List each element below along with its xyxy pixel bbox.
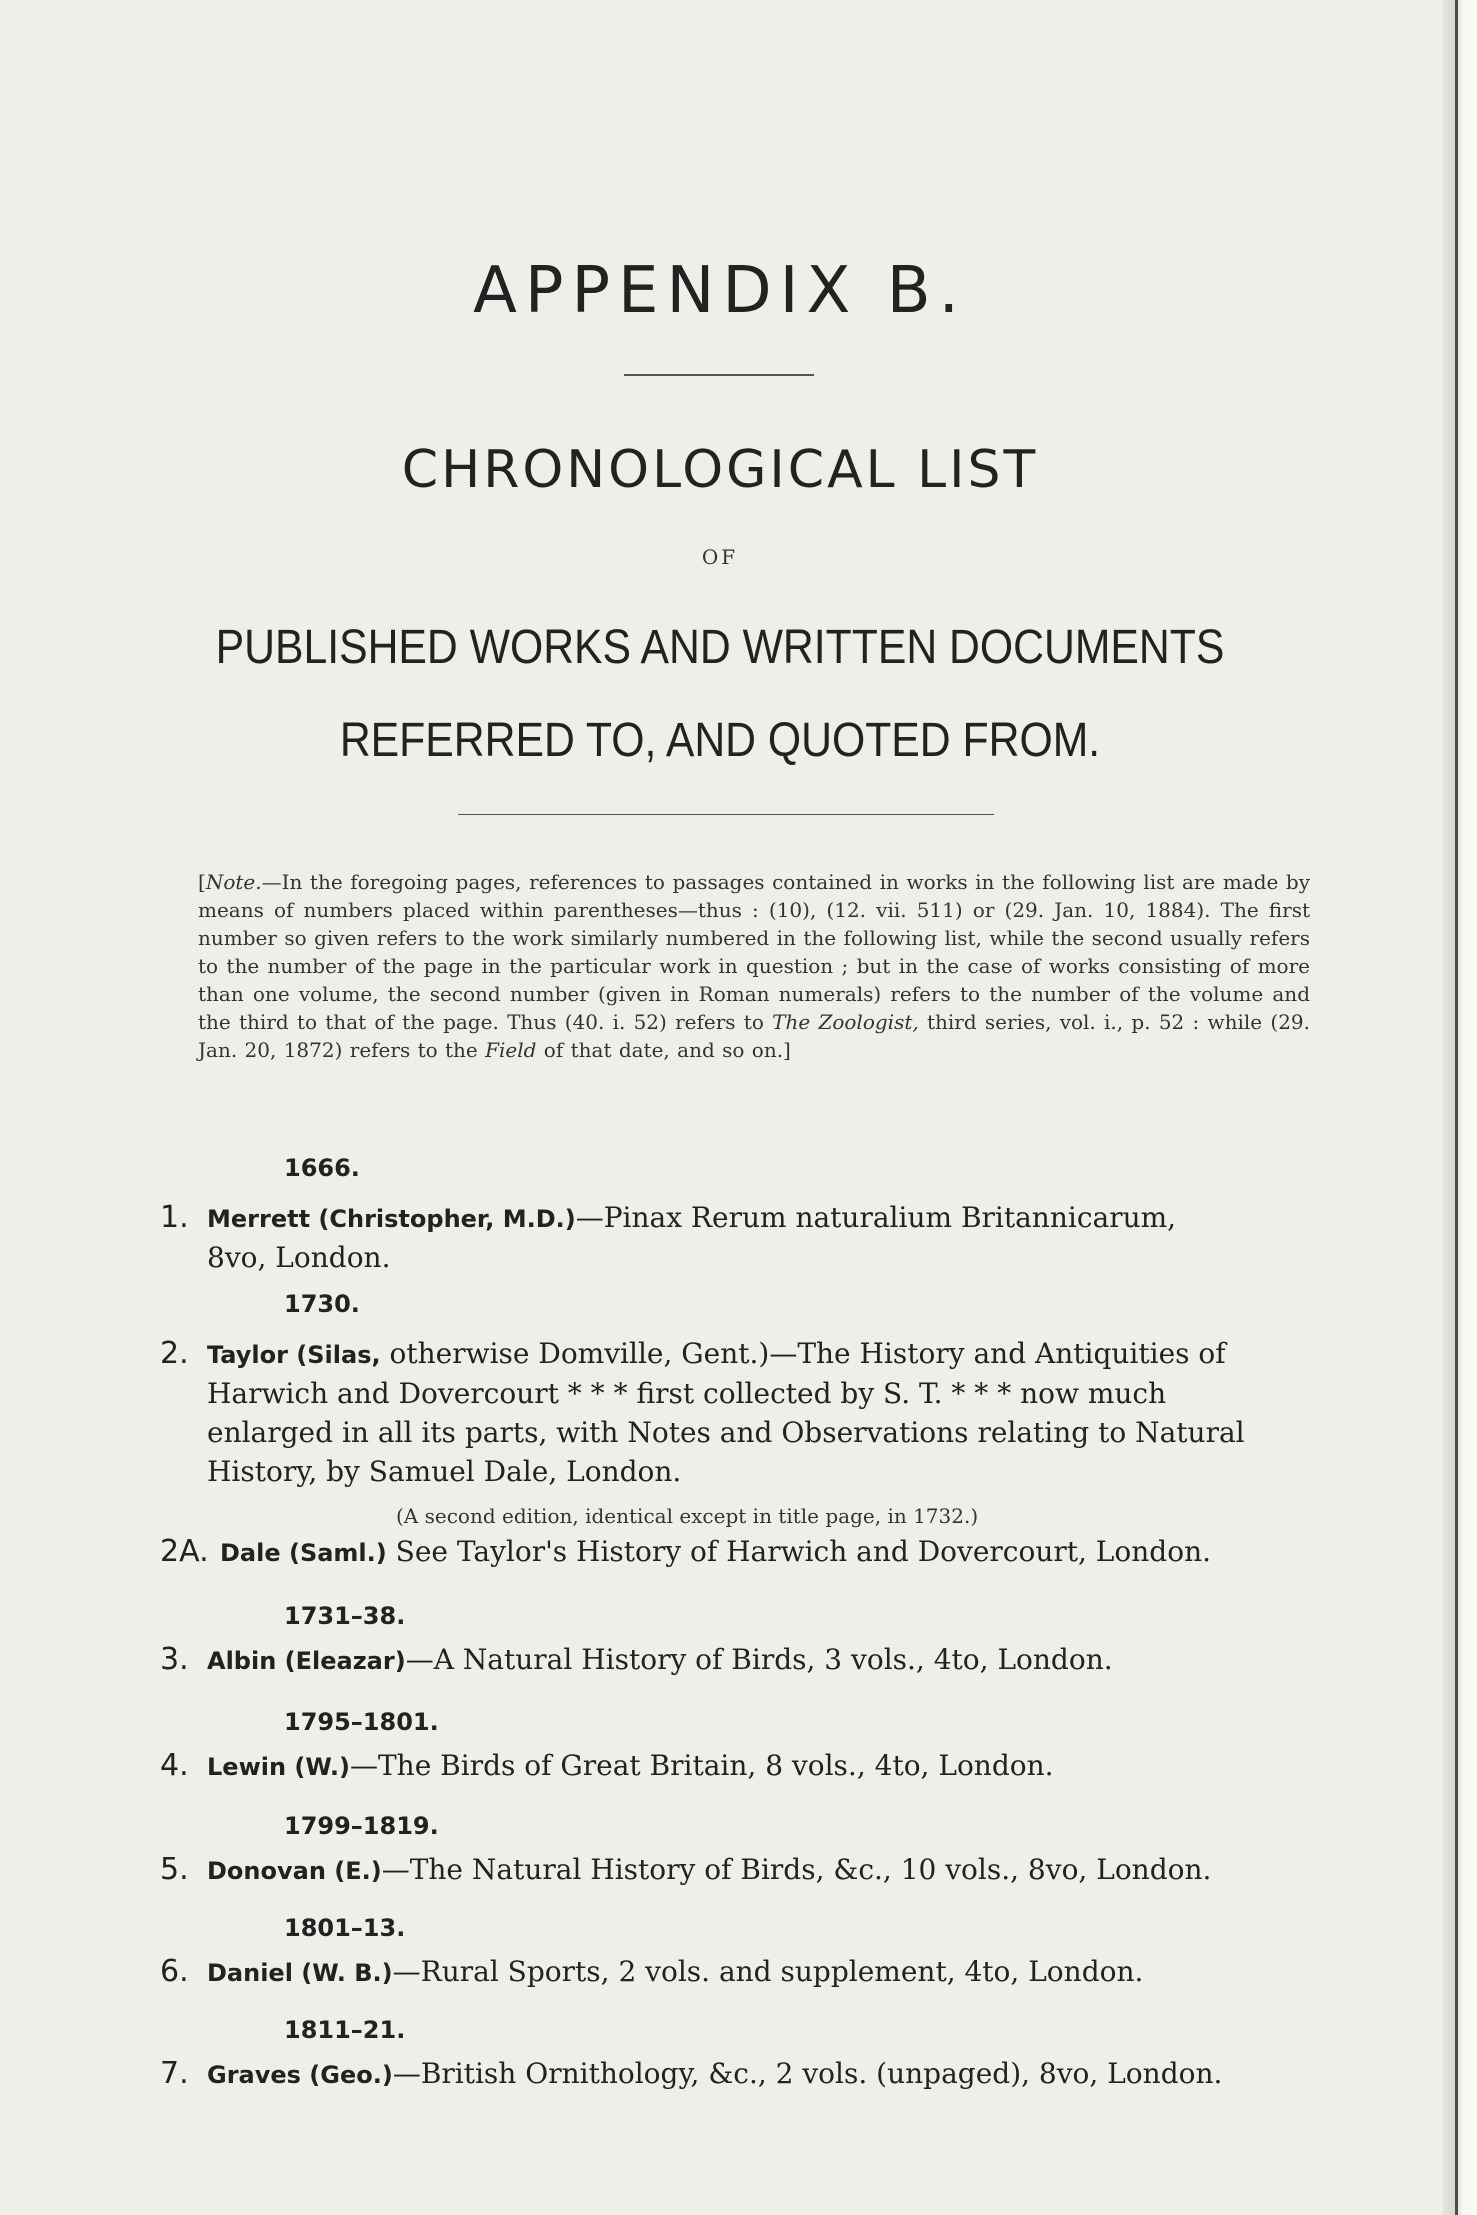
entry-number: 6.	[160, 1954, 189, 1989]
entry-number: 2A.	[160, 1534, 209, 1569]
entry-continuation: Harwich and Dovercourt * * * first collected by S. T. * * * now much	[207, 1377, 1167, 1410]
page-edge	[1443, 0, 1477, 2215]
note-open-bracket: [	[198, 870, 206, 894]
entry-year: 1801–13.	[284, 1914, 406, 1942]
entry-title: otherwise Domville, Gent.)—The History and Antiquities of	[380, 1337, 1226, 1370]
entry-title: —British Ornithology, &c., 2 vols. (unpaged), 8vo, London.	[392, 2057, 1223, 2090]
entry-number: 2.	[160, 1336, 189, 1371]
subtitle-line-1: PUBLISHED WORKS AND WRITTEN DOCUMENTS	[215, 621, 1225, 674]
entry-year: 1811–21.	[284, 2016, 406, 2044]
subtitle-line-2: REFERRED TO, AND QUOTED FROM.	[339, 714, 1101, 767]
note-text-2: third series, vol. i., p. 52 : while (29. Jan. 20, 1872) refers to the	[198, 1010, 1311, 1062]
entry-sub-note: (A second edition, identical except in title page, in 1732.)	[396, 1504, 979, 1528]
entry-text	[207, 1952, 1320, 1993]
entry-title: —The Birds of Great Britain, 8 vols., 4to, London.	[349, 1749, 1054, 1782]
entry-number: 1.	[160, 1200, 189, 1235]
entry-author: Taylor	[207, 1341, 288, 1369]
entry-year: 1731–38.	[284, 1602, 406, 1630]
note-zoologist: The Zoologist,	[772, 1010, 919, 1034]
entry-author: Graves (Geo.)	[207, 2061, 393, 2089]
editorial-note	[198, 868, 1310, 1064]
list-title: CHRONOLOGICAL LIST	[401, 440, 1039, 500]
entry-year: 1795–1801.	[284, 1708, 439, 1736]
appendix-title: APPENDIX B.	[473, 254, 967, 328]
section-divider	[458, 814, 994, 815]
note-text-1: —In the foregoing pages, references to passages contained in works in the following list are made by means of numbers placed within parentheses—thus : (10), (12. vii. 511) or (29. Jan. 10, 1884). The first number so given refers to the work similarly numbered in the following list, while the second usually refers to the number of the page in the particular work in question ; but in the case of works consisting of more than one volume, the second number (given in Roman numerals) refers to the number of the volume and the third to that of the page. Thus (40. i. 52) refers to	[198, 870, 1310, 1034]
entry-author: Merrett (Christopher, M.D.)	[207, 1205, 576, 1233]
entry-text	[220, 1532, 1333, 1573]
entry-title: —A Natural History of Birds, 3 vols., 4to, London.	[405, 1643, 1113, 1676]
entry-text	[207, 1746, 1320, 1787]
entry-continuation: History, by Samuel Dale, London.	[207, 1455, 682, 1488]
entry-text	[207, 1334, 1320, 1375]
entry-continuation: 8vo, London.	[207, 1241, 391, 1274]
entry-year: 1799–1819.	[284, 1812, 439, 1840]
note-field: Field	[485, 1038, 537, 1062]
entry-author: Lewin (W.)	[207, 1753, 350, 1781]
entry-title: —Rural Sports, 2 vols. and supplement, 4to, London.	[392, 1955, 1144, 1988]
entry-year: 1730.	[284, 1290, 360, 1318]
of-label: OF	[701, 545, 739, 569]
entry-author: Dale (Saml.)	[220, 1539, 387, 1567]
entry-author: Albin (Eleazar)	[207, 1647, 406, 1675]
entry-number: 3.	[160, 1642, 189, 1677]
entry-number: 7.	[160, 2056, 189, 2091]
entry-text	[207, 1640, 1320, 1681]
entry-title: See Taylor's History of Harwich and Dovercourt, London.	[386, 1535, 1211, 1568]
entry-author: Donovan (E.)	[207, 1857, 382, 1885]
entry-text	[207, 1198, 1320, 1239]
entry-text	[207, 1850, 1320, 1891]
entry-text	[207, 2054, 1320, 2095]
note-text-3: of that date, and so on.]	[536, 1038, 791, 1062]
entry-author-detail: (Silas,	[287, 1341, 381, 1369]
entry-title: —Pinax Rerum naturalium Britannicarum,	[575, 1201, 1177, 1234]
entry-title: —The Natural History of Birds, &c., 10 vols., 8vo, London.	[381, 1853, 1212, 1886]
entry-year: 1666.	[284, 1154, 360, 1182]
entry-continuation: enlarged in all its parts, with Notes and Observations relating to Natural	[207, 1416, 1245, 1449]
entry-author: Daniel (W. B.)	[207, 1959, 393, 1987]
note-label: Note.	[205, 870, 262, 894]
entry-number: 5.	[160, 1852, 189, 1887]
entry-number: 4.	[160, 1748, 189, 1783]
title-divider	[624, 374, 814, 376]
